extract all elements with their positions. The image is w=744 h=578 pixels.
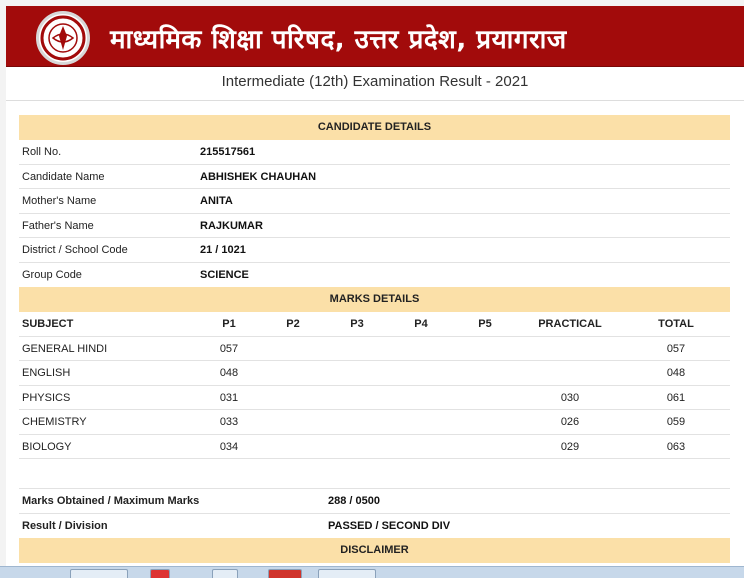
result-subtitle-bar	[6, 67, 744, 101]
subject-cell: GENERAL HINDI	[22, 342, 108, 355]
field-label: Roll No.	[22, 146, 62, 158]
table-row	[19, 361, 730, 386]
field-value: RAJKUMAR	[200, 219, 263, 232]
field-label: Mother's Name	[22, 195, 97, 207]
subject-cell: ENGLISH	[22, 367, 71, 379]
total-cell: 059	[666, 416, 686, 428]
p1-cell: 031	[219, 391, 239, 404]
field-label: Group Code	[22, 268, 82, 281]
marks-header-row	[19, 312, 730, 337]
column-header: P2	[286, 318, 300, 330]
column-header: P3	[350, 318, 364, 330]
practical-cell: 029	[560, 440, 580, 453]
field-label: Father's Name	[22, 219, 94, 232]
p1-cell: 033	[219, 416, 239, 428]
disclaimer-header: DISCLAIMER	[19, 538, 730, 563]
taskbar-icon[interactable]	[212, 569, 238, 578]
field-value: 215517561	[200, 146, 256, 158]
candidate-row-father	[19, 214, 730, 239]
total-cell: 048	[666, 367, 686, 379]
p1-cell: 048	[219, 367, 239, 379]
column-header: SUBJECT	[22, 318, 74, 330]
board-emblem-logo	[36, 11, 90, 65]
p1-cell: 057	[219, 342, 239, 355]
subject-cell: BIOLOGY	[22, 440, 72, 453]
table-row	[19, 410, 730, 435]
practical-cell: 030	[560, 391, 580, 404]
page-header	[6, 6, 744, 67]
total-cell: 061	[666, 391, 686, 404]
candidate-row-group	[19, 263, 730, 288]
result-table	[19, 115, 730, 563]
column-header: P1	[222, 318, 236, 330]
field-label: District / School Code	[22, 244, 128, 256]
taskbar-button[interactable]	[318, 569, 376, 578]
candidate-details-header: CANDIDATE DETAILS	[19, 115, 730, 140]
field-value: ABHISHEK CHAUHAN	[200, 170, 317, 183]
marks-details-header: MARKS DETAILS	[19, 287, 730, 312]
result-division-value: PASSED / SECOND DIV	[328, 519, 451, 532]
practical-cell: 026	[560, 416, 580, 428]
board-title: माध्यमिक शिक्षा परिषद, उत्तर प्रदेश, प्रयागराज	[110, 25, 567, 55]
field-value: 21 / 1021	[200, 244, 246, 256]
subject-cell: PHYSICS	[22, 391, 71, 404]
subject-cell: CHEMISTRY	[22, 416, 87, 428]
p1-cell: 034	[219, 440, 239, 453]
exam-title: Intermediate (12th) Examination Result - 2021	[221, 73, 529, 90]
total-cell: 063	[666, 440, 686, 453]
total-cell: 057	[666, 342, 686, 355]
os-taskbar	[0, 566, 744, 578]
candidate-row-district	[19, 238, 730, 263]
field-value: ANITA	[200, 195, 233, 207]
marks-obtained-value: 288 / 0500	[328, 495, 380, 507]
column-header: TOTAL	[658, 318, 694, 330]
taskbar-button[interactable]	[70, 569, 128, 578]
field-label: Candidate Name	[22, 170, 105, 183]
field-value: SCIENCE	[200, 268, 249, 281]
table-row	[19, 435, 730, 460]
result-division-label: Result / Division	[22, 519, 108, 532]
column-header: PRACTICAL	[538, 318, 602, 330]
result-card	[6, 101, 744, 566]
taskbar-icon[interactable]	[150, 569, 170, 578]
candidate-row-mother	[19, 189, 730, 214]
candidate-row-name	[19, 165, 730, 190]
marks-summary-row	[19, 489, 730, 514]
table-row	[19, 337, 730, 362]
taskbar-icon[interactable]	[268, 569, 302, 578]
column-header: P5	[478, 318, 492, 330]
candidate-row-roll	[19, 140, 730, 165]
table-row	[19, 386, 730, 411]
result-division-row	[19, 514, 730, 539]
spacer-row	[19, 459, 730, 489]
column-header: P4	[414, 318, 428, 330]
marks-obtained-label: Marks Obtained / Maximum Marks	[22, 495, 200, 507]
